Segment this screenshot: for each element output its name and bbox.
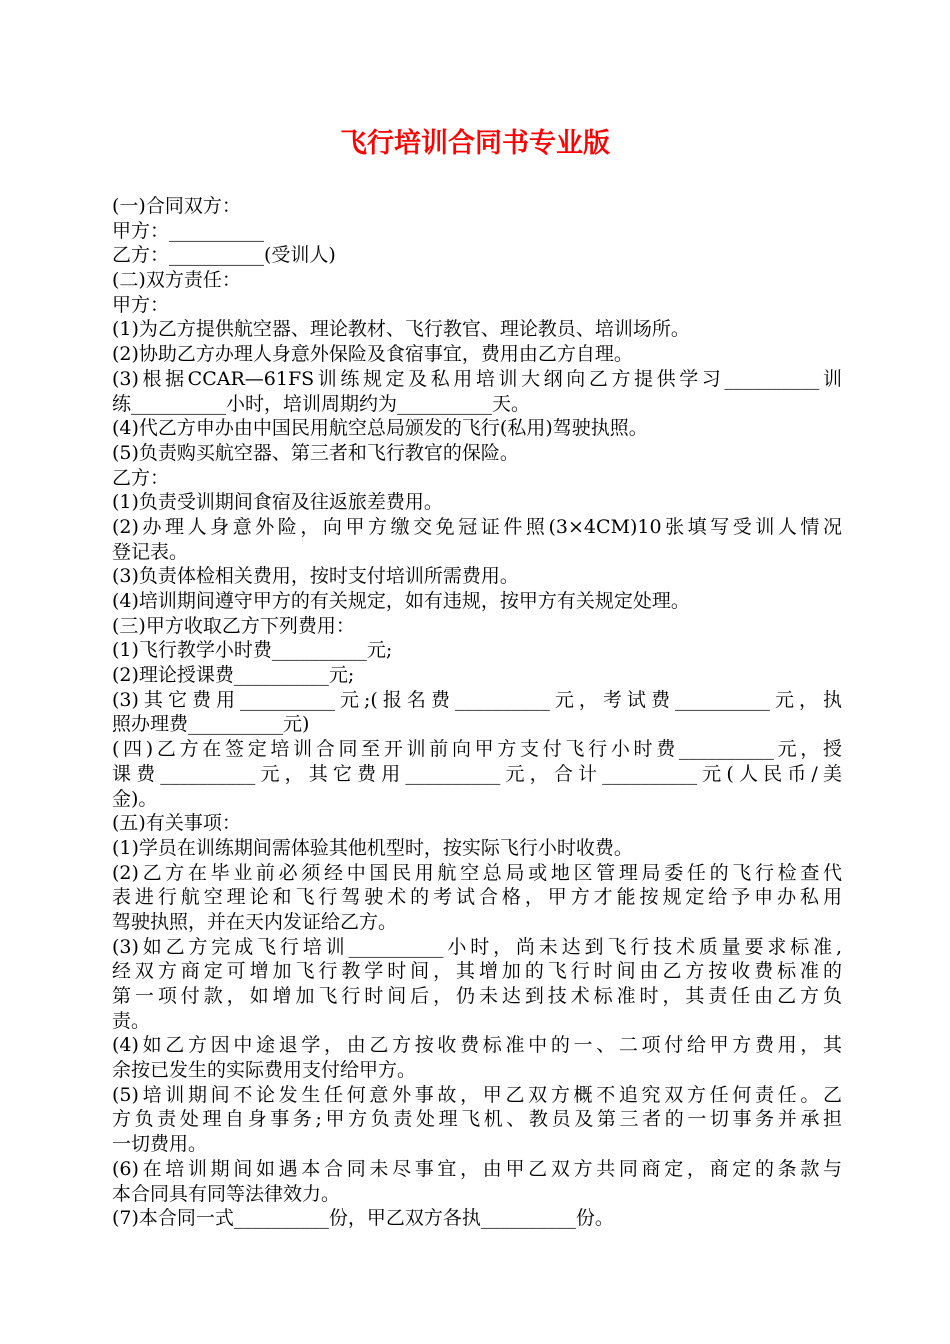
clause-line: 表进行航空理论和飞行驾驶术的考试合格，甲方才能按规定给予申办私用	[112, 886, 842, 909]
clause-line: 方负责处理自身事务;甲方负责处理飞机、教员及第三者的一切事务并承担	[112, 1108, 842, 1131]
clause-line: (4)如乙方因中途退学，由乙方按收费标准中的一、二项付给甲方费用，其	[112, 1034, 842, 1057]
party-b-line: 乙方：__________(受训人)	[112, 244, 336, 267]
document-body	[112, 194, 842, 1231]
document-title: 飞行培训合同书专业版	[340, 128, 610, 159]
clause-line: (1)飞行教学小时费__________元;	[112, 639, 393, 662]
clause-line: (5)培训期间不论发生任何意外事故，甲乙双方概不追究双方任何责任。乙	[112, 1083, 842, 1106]
clause-line: 练__________小时，培训周期约为__________天。	[112, 392, 531, 415]
clause-line: (3)如乙方完成飞行培训__________小时，尚未达到飞行技术质量要求标准,	[112, 935, 842, 958]
clause-line: (3)其它费用__________元;(报名费__________元，考试费__________元，执	[112, 688, 842, 711]
clause-line: (1)为乙方提供航空器、理论教材、飞行教官、理论教员、培训场所。	[112, 318, 690, 341]
clause-line: 一切费用。	[112, 1133, 208, 1156]
clause-line: (4)代乙方申办由中国民用航空总局颁发的飞行(私用)驾驶执照。	[112, 417, 648, 440]
clause-line: (1)负责受训期间食宿及往返旅差费用。	[112, 491, 443, 514]
party-a-label: 甲方：	[112, 293, 170, 316]
clause-line: 金)。	[112, 787, 158, 810]
clause-line: 照办理费__________元)	[112, 713, 310, 736]
clause-line: (5)负责购买航空器、第三者和飞行教官的保险。	[112, 441, 519, 464]
clause-line: (2)乙方在毕业前必须经中国民用航空总局或地区管理局委任的飞行检查代	[112, 861, 842, 884]
party-a-line: 甲方：__________	[112, 219, 265, 242]
clause-line: 本合同具有同等法律效力。	[112, 1182, 341, 1205]
clause-line: 第一项付款，如增加飞行时间后，仍未达到技术标准时，其责任由乙方负	[112, 985, 842, 1007]
clause-line: 登记表。	[112, 540, 189, 563]
clause-line: (3)根据CCAR—61FS训练规定及私用培训大纲向乙方提供学习__________训	[112, 367, 842, 390]
section-heading-matters: (五)有关事项：	[112, 812, 241, 835]
clause-line: (1)学员在训练期间需体验其他机型时，按实际飞行小时收费。	[112, 836, 633, 859]
clause-line: (2)协助乙方办理人身意外保险及食宿事宜，费用由乙方自理。	[112, 343, 633, 366]
clause-line: (2)理论授课费__________元;	[112, 664, 355, 687]
clause-line: (4)培训期间遵守甲方的有关规定，如有违规，按甲方有关规定处理。	[112, 590, 690, 612]
clause-line: (6)在培训期间如遇本合同未尽事宜，由甲乙双方共同商定，商定的条款与	[112, 1157, 842, 1180]
clause-line: 责。	[112, 1009, 151, 1032]
section-heading-parties: (一)合同双方：	[112, 195, 241, 217]
section-heading-fees: (三)甲方收取乙方下列费用：	[112, 614, 355, 637]
clause-line: 余按已发生的实际费用支付给甲方。	[112, 1059, 417, 1082]
clause-line: 课费__________元，其它费用__________元，合计__________元(人民币/美	[112, 762, 842, 785]
party-b-label: 乙方：	[112, 466, 170, 489]
section-heading-payment: (四)乙方在签定培训合同至开训前向甲方支付飞行小时费__________元，授	[112, 738, 842, 761]
clause-line: (2)办理人身意外险，向甲方缴交免冠证件照(3×4CM)10张填写受训人情况	[112, 515, 842, 538]
clause-line: (3)负责体检相关费用，按时支付培训所需费用。	[112, 565, 519, 588]
clause-line: 经双方商定可增加飞行教学时间，其增加的飞行时间由乙方按收费标准的	[112, 960, 842, 983]
clause-line: (7)本合同一式__________份，甲乙双方各执__________份。	[112, 1207, 614, 1230]
section-heading-responsibilities: (二)双方责任：	[112, 269, 241, 292]
clause-line: 驾驶执照，并在天内发证给乙方。	[112, 910, 398, 933]
